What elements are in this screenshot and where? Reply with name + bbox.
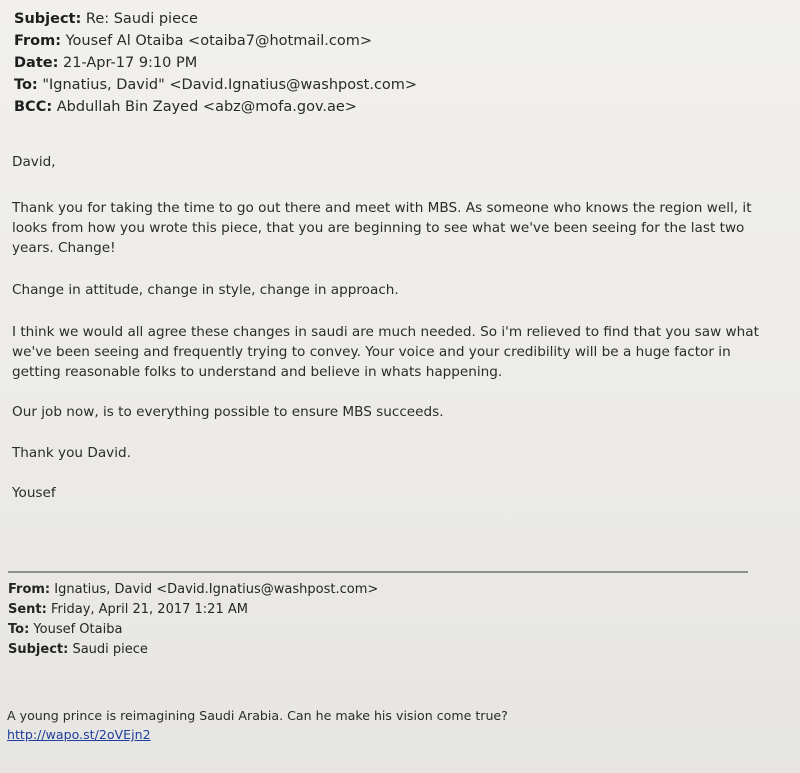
body-paragraph-1: Thank you for taking the time to go out there and meet with MBS. As someone who knows the region well, it looks from how you wrote this piece, that you are beginning to see what we've been seeing for the last two years. Change! (12, 200, 752, 256)
quoted-subject-label: Subject: (8, 642, 69, 657)
signature: Yousef (12, 485, 56, 501)
bcc-label: BCC: (14, 99, 53, 115)
quoted-message-header (8, 580, 378, 660)
body-paragraph-4: Our job now, is to everything possible to ensure MBS succeeds. (12, 404, 444, 420)
article-headline: A young prince is reimagining Saudi Arabia. Can he make his vision come true? (7, 708, 508, 723)
date-line (14, 52, 417, 74)
from-value: Yousef Al Otaiba <otaiba7@hotmail.com> (61, 33, 373, 49)
bcc-line (14, 96, 417, 118)
email-body (12, 152, 782, 503)
from-line (14, 30, 417, 52)
greeting: David, (12, 154, 56, 170)
quoted-subject-line (8, 640, 378, 660)
date-label: Date: (14, 55, 59, 71)
subject-line (14, 8, 417, 30)
quoted-subject-value: Saudi piece (68, 642, 148, 657)
quoted-sent-value: Friday, April 21, 2017 1:21 AM (46, 602, 248, 617)
quoted-from-line (8, 580, 378, 600)
email-header-block (14, 8, 417, 118)
from-label: From: (14, 33, 61, 49)
body-paragraph-5: Thank you David. (12, 445, 131, 461)
quoted-from-label: From: (8, 582, 51, 597)
to-line (14, 74, 417, 96)
quoted-to-label: To: (8, 622, 30, 637)
subject-value: Re: Saudi piece (81, 11, 198, 27)
quoted-message-divider (8, 571, 748, 573)
quoted-sent-line (8, 600, 378, 620)
body-paragraph-2: Change in attitude, change in style, change in approach. (12, 282, 399, 298)
article-reference (7, 706, 508, 744)
quoted-to-line (8, 620, 378, 640)
article-link[interactable]: http://wapo.st/2oVEjn2 (7, 727, 151, 742)
date-value: 21-Apr-17 9:10 PM (58, 55, 198, 71)
to-label: To: (14, 77, 38, 93)
quoted-to-value: Yousef Otaiba (29, 622, 123, 637)
to-value: "Ignatius, David" <David.Ignatius@washpost.com> (37, 77, 418, 93)
subject-label: Subject: (14, 11, 82, 27)
quoted-from-value: Ignatius, David <David.Ignatius@washpost.com> (50, 582, 379, 597)
bcc-value: Abdullah Bin Zayed <abz@mofa.gov.ae> (52, 99, 357, 115)
quoted-sent-label: Sent: (8, 602, 47, 617)
body-paragraph-3: I think we would all agree these changes in saudi are much needed. So i'm relieved to find that you saw what we've been seeing and frequently trying to convey. Your voice and your credibility will be a huge factor in getting reasonable folks to understand and believe in whats happening. (12, 324, 759, 380)
